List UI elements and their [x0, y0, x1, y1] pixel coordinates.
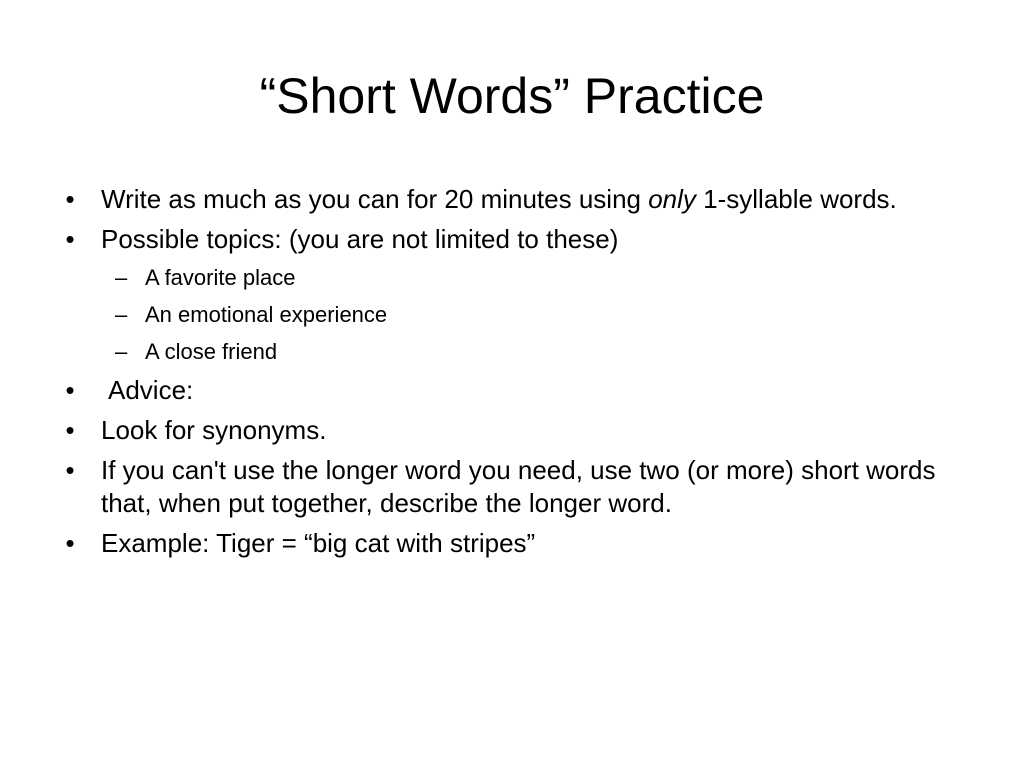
dash-icon: – [115, 339, 128, 364]
bullet-icon: • [65, 184, 75, 214]
bullet-text: If you can't use the longer word you need, use two (or more) short words that, when put together, describe the longer word. [101, 455, 936, 518]
bullet-item-2 [60, 223, 960, 256]
bullet-list [60, 183, 960, 567]
sub-bullet-item-1 [60, 263, 960, 293]
bullet-icon: • [65, 224, 75, 254]
bullet-item-6 [60, 527, 960, 560]
bullet-text: Possible topics: (you are not limited to these) [101, 224, 619, 254]
dash-icon: – [115, 265, 128, 290]
sub-bullet-text: A favorite place [145, 265, 296, 290]
bullet-text: Look for synonyms. [101, 415, 327, 445]
sub-bullet-item-3 [60, 337, 960, 367]
sub-bullet-text: A close friend [145, 339, 278, 364]
bullet-item-1 [60, 183, 960, 216]
bullet-item-5 [60, 454, 960, 520]
bullet-text-before: Write as much as you can for 20 minutes using [101, 184, 649, 214]
sub-bullet-text: An emotional experience [145, 302, 388, 327]
dash-icon: – [115, 302, 128, 327]
bullet-icon: • [65, 455, 75, 485]
bullet-text: Example: Tiger = “big cat with stripes” [101, 528, 536, 558]
bullet-icon: • [65, 375, 75, 405]
bullet-text: Advice: [108, 375, 194, 405]
bullet-item-3 [60, 374, 960, 407]
bullet-text-after: 1-syllable words. [695, 184, 897, 214]
sub-bullet-item-2 [60, 300, 960, 330]
slide-title: “Short Words” Practice [259, 68, 765, 124]
bullet-icon: • [65, 528, 75, 558]
bullet-text-emphasis: only [648, 184, 696, 214]
bullet-icon: • [65, 415, 75, 445]
bullet-item-4 [60, 414, 960, 447]
